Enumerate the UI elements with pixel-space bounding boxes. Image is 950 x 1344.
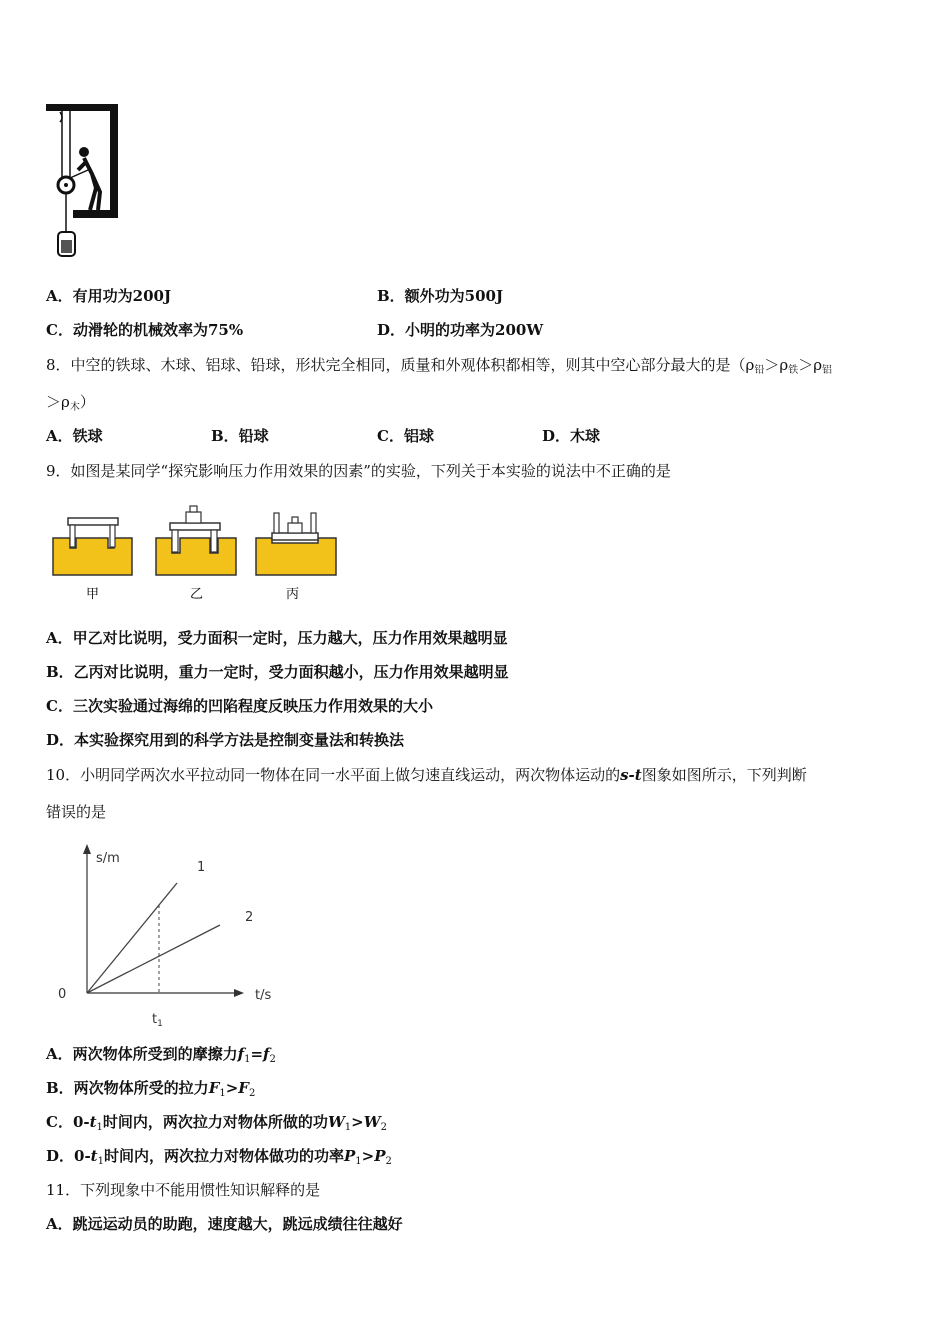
q9-option-c[interactable]: C．三次实验通过海绵的凹陷程度反映压力作用效果的大小	[46, 697, 433, 715]
graph-line-2-label: 2	[245, 910, 254, 925]
graph-line-1-label: 1	[197, 860, 206, 875]
q9-option-b[interactable]: B．乙丙对比说明，重力一定时，受力面积越小，压力作用效果越明显	[46, 663, 509, 681]
q10-stem-line2: 错误的是	[46, 803, 107, 821]
q10-option-c[interactable]: C．$0-t_1$时间内，两次拉力对物体所做的功$W_1>W_2$	[46, 1113, 387, 1133]
q9-option-a[interactable]: A．甲乙对比说明，受力面积一定时，压力越大，压力作用效果越明显	[46, 629, 508, 647]
graph-x-label: t/s	[255, 988, 272, 1003]
graph-line-2	[87, 925, 220, 993]
sponge-bing-label: 丙	[286, 587, 300, 602]
q7-option-b[interactable]: B．额外功为500J	[377, 287, 504, 305]
q8-option-d[interactable]: D．木球	[542, 427, 601, 445]
sponge-experiment-figure	[50, 505, 345, 605]
sponge-yi-label: 乙	[190, 587, 204, 602]
graph-y-label: s/m	[96, 851, 120, 866]
q8-stem: 8．中空的铁球、木球、铝球、铅球，形状完全相同，质量和外观体积都相等，则其中空心部分最大的是（$\rho_铅>\rho_铁>\rho_铝$	[46, 356, 833, 376]
sponge-yi	[156, 506, 236, 602]
st-graph	[50, 838, 290, 1033]
q10-option-d[interactable]: D．$0-t_1$时间内，两次拉力对物体做功的功率$P_1>P_2$	[46, 1147, 392, 1167]
q11-option-a[interactable]: A．跳远运动员的助跑，速度越大，跳远成绩往往越好	[46, 1215, 403, 1233]
pulley-figure	[40, 100, 125, 265]
graph-t1-label: $t_1$	[152, 1012, 163, 1029]
q7-option-c[interactable]: C．动滑轮的机械效率为75%	[46, 321, 244, 339]
graph-origin: 0	[58, 987, 67, 1002]
sponge-bing	[256, 513, 336, 602]
q9-stem: 9．如图是某同学“探究影响压力作用效果的因素”的实验，下列关于本实验的说法中不正确的是	[46, 462, 671, 480]
q8-option-c[interactable]: C．铝球	[377, 427, 434, 445]
q8-option-a[interactable]: A．铁球	[46, 427, 103, 445]
sponge-jia-label: 甲	[86, 587, 100, 602]
q8-stem-line2: $>\rho_木$）	[46, 393, 95, 413]
q7-option-d[interactable]: D．小明的功率为200W	[377, 321, 544, 339]
q7-option-a[interactable]: A．有用功为200J	[46, 287, 172, 305]
graph-line-1	[87, 883, 177, 993]
q10-option-a[interactable]: A．两次物体所受到的摩擦力$f_1=f_2$	[46, 1045, 276, 1065]
q8-option-b[interactable]: B．铅球	[211, 427, 269, 445]
q9-option-d[interactable]: D．本实验探究用到的科学方法是控制变量法和转换法	[46, 731, 405, 749]
sponge-jia	[53, 518, 132, 602]
q10-stem: 10．小明同学两次水平拉动同一物体在同一水平面上做匀速直线运动，两次物体运动的s-t图象如图所示，下列判断	[46, 766, 807, 784]
q10-option-b[interactable]: B．两次物体所受的拉力$F_1>F_2$	[46, 1079, 256, 1099]
q11-stem: 11．下列现象中不能用惯性知识解释的是	[46, 1181, 321, 1199]
